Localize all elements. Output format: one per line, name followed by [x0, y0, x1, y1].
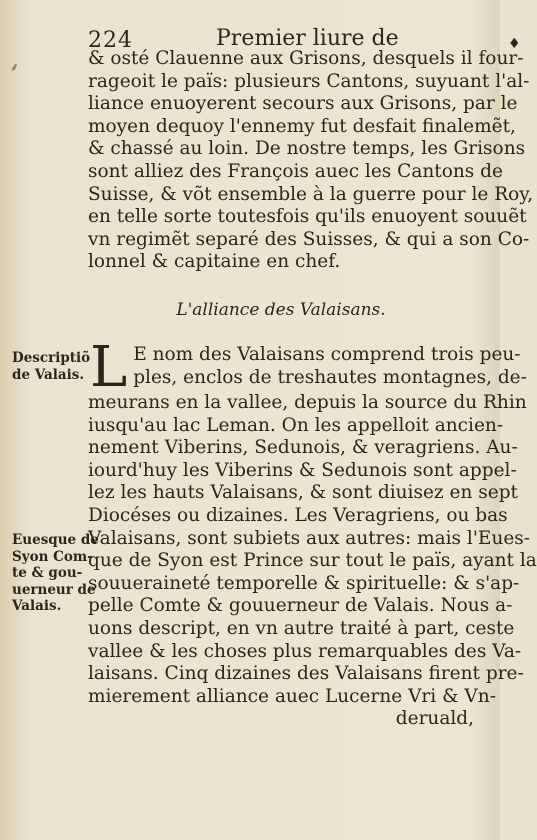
paragraph-valaisans: [88, 335, 537, 731]
text-line: Diocéses ou dizaines. Les Veragriens, ou bas: [88, 504, 508, 526]
marginal-line: Valais.: [12, 598, 62, 614]
marginal-line: Euesque de: [12, 532, 99, 548]
drop-cap: L: [90, 335, 128, 400]
text-line: lonnel & capitaine en chef.: [88, 251, 341, 273]
text-line: laisans. Cinq dizaines des Valaisans firent pre-: [88, 663, 524, 685]
text-line: meurans en la vallee, depuis la source du Rhin: [88, 392, 527, 413]
text-line: ples, enclos de treshautes montagnes, de-: [133, 366, 527, 388]
text-line: moyen dequoy l'ennemy fut desfait finalemẽt,: [88, 115, 516, 137]
text-line: Suisse, & võt ensemble à la guerre pour le Roy,: [88, 183, 534, 205]
corner-mark: ♦: [508, 36, 521, 52]
paragraph-grisons: [88, 48, 534, 274]
text-line: iourd'huy les Viberins & Sedunois sont appel-: [88, 459, 517, 481]
marginal-line: de Valais.: [12, 366, 85, 383]
section-heading: L'alliance des Valaisans.: [176, 300, 386, 320]
text-line: vallee & les choses plus remarquables des Va-: [88, 640, 522, 662]
text-line: & chassé au loin. De nostre temps, les Grisons: [88, 138, 526, 160]
marginal-note-description: [12, 350, 92, 383]
text-line: pelle Comte & gouuerneur de Valais. Nous a-: [88, 595, 513, 617]
text-line: en telle sorte toutesfois qu'ils enuoyent souuẽt: [88, 206, 527, 228]
text-line: iusqu'au lac Leman. On les appelloit ancien-: [88, 414, 504, 436]
text-line: rageoit le païs: plusieurs Cantons, suyuant l'al-: [88, 70, 530, 92]
marginal-line: te & gou-: [12, 565, 83, 581]
marginal-line: uerneur de: [12, 581, 96, 598]
text-line: nement Viberins, Sedunois, & veragriens. Au-: [88, 437, 518, 459]
text-line: que de Syon est Prince sur tout le païs, ayant la: [88, 550, 537, 572]
text-line: deruald,: [395, 708, 474, 730]
margin-ornament: ⸙: [10, 60, 20, 74]
marginal-note-euesque: [12, 532, 99, 615]
text-line: souueraineté temporelle & spirituelle: & s'ap-: [88, 572, 520, 594]
text-line: liance enuoyerent secours aux Grisons, par le: [88, 93, 518, 115]
text-line: E nom des Valaisans comprend trois peu-: [133, 344, 521, 365]
text-line: lez les hauts Valaisans, & sont diuisez en sept: [88, 482, 518, 504]
text-line: sont alliez des François auec les Cantons de: [88, 160, 503, 182]
marginal-line: Syon Com-: [12, 548, 93, 565]
page-number: 224: [88, 28, 133, 53]
text-line: uons descript, en vn autre traité à part, ceste: [88, 617, 515, 639]
text-line: vn regimẽt separé des Suisses, & qui a son Co-: [88, 228, 530, 250]
text-line: Valaisans, sont subiets aux autres: mais l'Eues-: [88, 527, 531, 549]
running-title: Premier liure de: [216, 26, 399, 51]
marginal-line: Descriptiõ: [12, 350, 91, 366]
text-line: mierement alliance auec Lucerne Vri & Vn-: [88, 685, 496, 707]
text-line: & osté Clauenne aux Grisons, desquels il four-: [88, 48, 524, 69]
